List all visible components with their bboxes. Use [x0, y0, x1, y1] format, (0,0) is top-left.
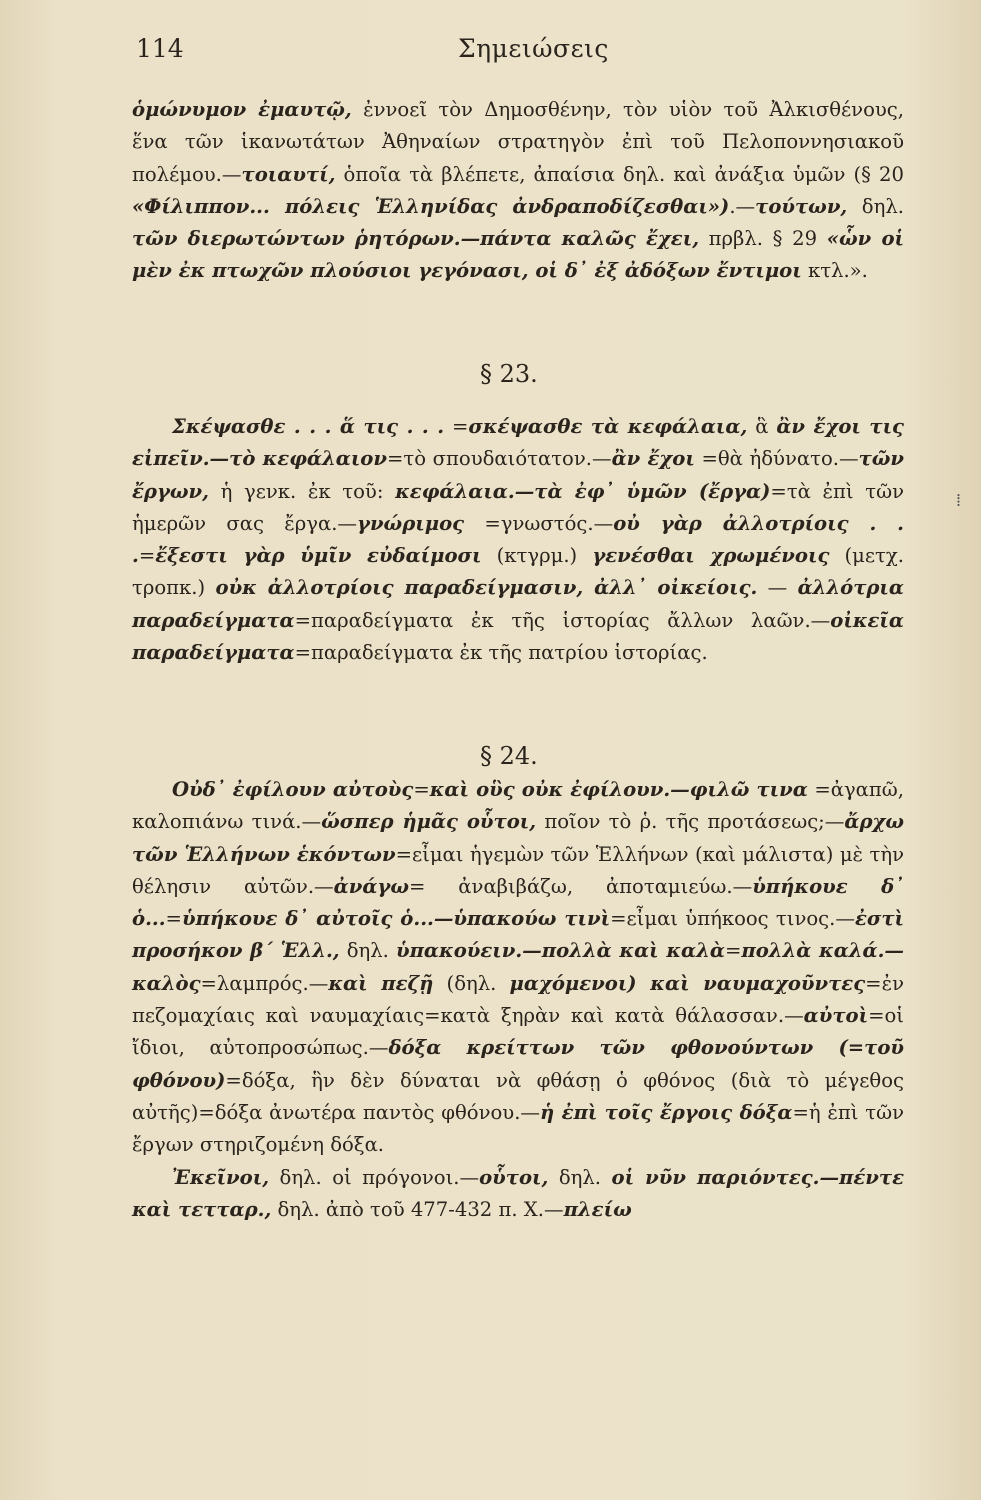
lemma-run: ἐστὶ προσήκον β´ Ἑλλ., [132, 907, 904, 963]
section-23-block [132, 411, 904, 669]
lemma-run: «Φίλιππον... πόλεις Ἑλληνίδας ἀνδραποδίζεσθαι») [132, 194, 730, 218]
lemma-run: τῶν ἔργων, [132, 447, 905, 503]
commentary-run: (δηλ. [433, 971, 510, 995]
lemma-run: δόξα κρείττων τῶν φθονούντων (=τοῦ φθόνου) [132, 1036, 904, 1092]
lemma-run: ἔξεστι γὰρ ὑμῖν εὐδαίμοσι [155, 544, 482, 568]
commentary-run: =ἐν πεζομαχίαις καὶ ναυμαχίαις=κατὰ ξηρὰν καὶ κατὰ θάλασσαν.— [132, 971, 904, 1028]
commentary-run: =εἶμαι ἡγεμὼν τῶν Ἑλλήνων (καὶ μάλιστα) μὲ τὴν θέλησιν αὐτῶν.— [132, 842, 904, 898]
commentary-run: =ἀγαπῶ, καλοπιάνω τινά.— [132, 778, 904, 834]
lemma-run: πολλὰ καλά.—καλὸς [132, 939, 905, 995]
page-number: 114 [136, 34, 184, 63]
lemma-run: ὁμώνυμον ἐμαυτῷ, [132, 98, 352, 121]
commentary-run: =τὰ ἐπὶ τῶν ἡμερῶν σας ἔργα.— [132, 479, 904, 535]
commentary-run: ὁποῖα τὰ βλέπετε, ἀπαίσια δηλ. καὶ ἀνάξια ὑμῶν (§ 20 [335, 162, 904, 186]
section-24-paragraph-2 [132, 1162, 904, 1227]
page-header [128, 34, 908, 74]
commentary-run: ἡ γενκ. ἐκ τοῦ: [208, 479, 396, 503]
commentary-run: =οἱ ἴδιοι, αὐτοπροσώπως.— [132, 1004, 904, 1060]
lemma-run: γνώριμος [357, 511, 465, 535]
commentary-run: =θὰ ἠδύνατο.— [694, 447, 859, 471]
commentary-run: =δόξα, ἣν δὲν δύναται νὰ φθάσῃ ὁ φθόνος (διὰ τὸ μέγεθος αὐτῆς)=δόξα ἀνωτέρα παντὸς φθόνου.— [132, 1068, 904, 1124]
lemma-run: ἀνάγω [333, 874, 409, 898]
lemma-run: γενέσθαι χρωμένοις [592, 544, 830, 568]
lemma-run: αὐτοὶ [803, 1004, 869, 1028]
lemma-run: Σκέψασθε . . . ἅ τις . . . [172, 415, 445, 438]
intro-paragraph-block [132, 94, 904, 288]
commentary-run: =τὸ σπουδαιότατον.— [386, 447, 612, 471]
commentary-run: κτλ.». [801, 259, 868, 283]
lemma-run: καὶ οὓς οὐκ ἐφίλουν.—φιλῶ τινα [429, 778, 808, 801]
commentary-run: δηλ. [847, 194, 904, 218]
lemma-run: τοιαυτί, [241, 162, 336, 186]
lemma-run: ὥσπερ ἡμᾶς οὗτοι, [321, 810, 537, 834]
section-24-heading: § 24. [480, 742, 538, 770]
commentary-run: =παραδείγματα ἐκ τῆς ἱστορίας ἄλλων λαῶν.— [294, 608, 831, 632]
commentary-run: = [724, 939, 742, 963]
lemma-run: οὐ γὰρ ἀλλοτρίοις . . . [132, 511, 904, 568]
lemma-run: σκέψασθε τὰ κεφάλαια, [468, 415, 748, 438]
commentary-run: =παραδείγματα ἐκ τῆς πατρίου ἱστορίας. [294, 641, 708, 665]
section-24-paragraph-1 [132, 774, 904, 1162]
lemma-run: «ὧν οἱ μὲν ἐκ πτωχῶν πλούσιοι γεγόνασι, οἱ δ᾽ ἐξ ἀδόξων ἔντιμοι [132, 227, 904, 283]
commentary-run: =ἡ ἐπὶ τῶν ἔργων στηριζομένη δόξα. [132, 1100, 904, 1157]
commentary-run: =εἶμαι ὑπήκοος τινος.— [610, 907, 855, 931]
lemma-run: οἱ νῦν παριόντες.—πέντε καὶ τετταρ., [132, 1165, 904, 1221]
lemma-run: Ἐκεῖνοι, [172, 1165, 270, 1189]
lemma-run: κεφάλαια.—τὰ ἐφ᾽ ὑμῶν (ἔργα) [395, 479, 771, 503]
commentary-run: δηλ. οἱ πρόγονοι.— [269, 1165, 480, 1189]
lemma-run: ἄρχω τῶν Ἑλλήνων ἑκόντων [132, 810, 905, 866]
lemma-run: ὑπήκουε δ᾽ αὐτοῖς ὁ...—ὑπακούω τινὶ [181, 907, 611, 931]
intro-paragraph [132, 94, 904, 288]
lemma-run: ἂν ἔχοι τις εἰπεῖν.—τὸ κεφάλαιον [132, 415, 904, 471]
lemma-run: καὶ πεζῇ [328, 971, 434, 995]
lemma-run: ἂν ἔχοι [611, 447, 695, 471]
commentary-run: δηλ. [548, 1165, 612, 1189]
lemma-run: ὑπακούειν.—πολλὰ καὶ καλὰ [396, 939, 725, 963]
commentary-run: ἃ [747, 415, 777, 438]
commentary-run: πρβλ. § 29 [699, 227, 827, 251]
lemma-run: οἰκεῖα παραδείγματα [132, 608, 904, 665]
lemma-run: οὐκ ἀλλοτρίοις παραδείγμασιν, ἀλλ᾽ οἰκείοις. [215, 576, 758, 600]
commentary-run: =λαμπρός.— [200, 971, 329, 995]
commentary-run: = [444, 415, 469, 438]
commentary-run: ἐννοεῖ τὸν Δημοσθένην, τὸν υἱὸν τοῦ Ἀλκισθένους, ἕνα τῶν ἱκανωτάτων Ἀθηναίων στρατηγὸν ἐπὶ τοῦ Πελοποννησιακοῦ πολέμου.— [132, 98, 905, 186]
section-24-block [132, 774, 904, 1226]
lemma-run: ἡ ἐπὶ τοῖς ἔργοις δόξα [540, 1100, 793, 1124]
lemma-run: τούτων, [755, 194, 848, 218]
lemma-run: πλείω [563, 1197, 632, 1221]
commentary-run: (μετχ. τροπκ.) [132, 544, 904, 600]
margin-mark: ⁞ [956, 490, 962, 511]
commentary-run: = [165, 907, 182, 931]
commentary-run: =γνωστός.— [464, 511, 614, 535]
commentary-run: δηλ. [339, 939, 396, 963]
commentary-run: = [413, 778, 430, 801]
lemma-run: ἀλλότρια παραδείγματα [132, 576, 904, 632]
commentary-run: (κτγρμ.) [481, 544, 593, 568]
commentary-run: δηλ. ἀπὸ τοῦ 477-432 π. Χ.— [271, 1197, 564, 1221]
lemma-run: οὗτοι, [479, 1165, 549, 1189]
running-title: Σημειώσεις [458, 34, 609, 63]
lemma-run: τῶν διερωτώντων ῥητόρων.—πάντα καλῶς ἔχει, [132, 227, 700, 251]
lemma-run: Οὐδ᾽ ἐφίλουν αὐτοὺς [172, 778, 414, 801]
section-23-heading: § 23. [480, 360, 538, 388]
commentary-run: = ἀναβιβάζω, ἀποταμιεύω.— [409, 874, 753, 898]
lemma-run: ὑπήκουε δ᾽ ὁ... [132, 874, 904, 931]
lemma-run: μαχόμενοι) καὶ ναυμαχοῦντες [509, 971, 866, 995]
section-23-paragraph [132, 411, 904, 669]
commentary-run: = [138, 544, 156, 568]
commentary-run: — [757, 576, 798, 600]
commentary-run: ποῖον τὸ ῥ. τῆς προτάσεως;— [536, 810, 845, 834]
commentary-run: .— [729, 194, 756, 218]
